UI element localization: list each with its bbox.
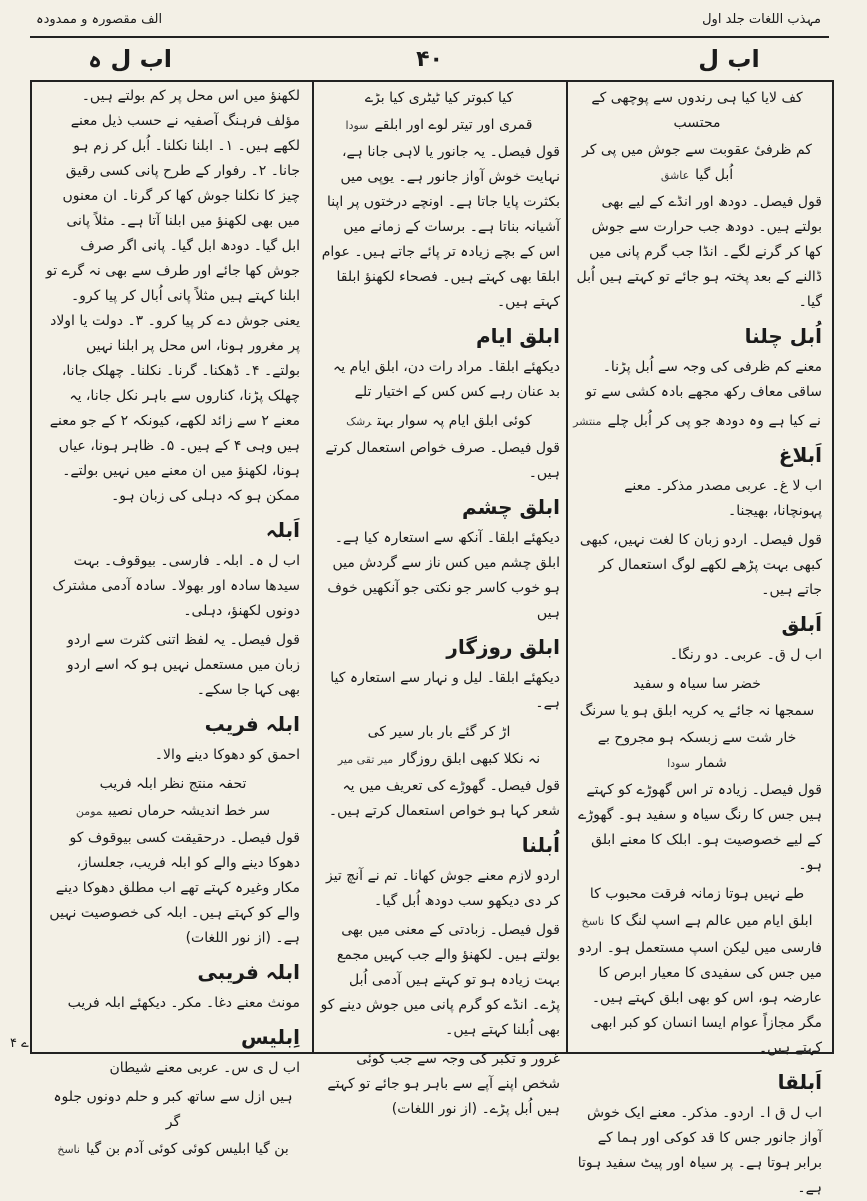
- verse-text: طے نہیں ہوتا زمانہ فرقت محبوب کا: [589, 886, 805, 902]
- poet-name: میر تقی میر: [337, 753, 394, 766]
- verse-text: ہیں ازل سے ساتھ کبر و حلم دونوں جلوہ گر: [53, 1089, 293, 1130]
- verse-text: تحفہ منتج نظر ابلہ فریب: [99, 776, 247, 792]
- poet-name: ناسخ: [57, 1143, 80, 1156]
- entry-headword: اُبلنا: [521, 833, 560, 857]
- verse-text: قمری اور تیتر لوے اور ابلقے: [374, 117, 533, 133]
- definition-paragraph: دیکھئے ابلقا۔ آنکھ سے استعارہ کیا ہے۔ ابلق چشم میں کس ناز سے گردش میں ہو خوب کاسر جو نکتی جو آنکھیں خوف ہیں: [327, 530, 560, 621]
- definition-paragraph: اردو لازم معنے جوش کھانا۔ تم نے آنچ تیز کر دی دیکھو سب دودھ اُبل گیا۔: [325, 868, 560, 909]
- verse-text: نے کیا ہے وہ دودھ جو پی کر اُبل چلے: [607, 413, 821, 429]
- verse-line: [572, 726, 822, 776]
- entry-headword: اَبلاغ: [778, 443, 822, 467]
- entry-headword: ابلہ فریب: [204, 712, 300, 736]
- verse-text: کف لایا کیا ہی رندوں سے پوچھی کے محتسب: [591, 90, 803, 131]
- entry-headword: اَبلق: [781, 612, 822, 636]
- entry-headword: اَبلقا: [777, 1070, 822, 1094]
- column-divider-left: [312, 80, 314, 1054]
- verse-line: [46, 1085, 300, 1135]
- definition-paragraph: قول فیصل۔ زیادہ تر اس گھوڑے کو کہتے ہیں جس کا رنگ سیاہ و سفید ہو۔ گھوڑے کے لیے خصوصیت ہو۔ ابلک کا معنے ابلق ہو۔: [578, 782, 822, 873]
- verse-text: سمجھا نہ جائے یہ کریہ ابلق ہو یا سرنگ: [579, 703, 815, 719]
- verse-line: [46, 799, 300, 824]
- column-left: [46, 84, 300, 1157]
- definition-paragraph: قول فیصل۔ یہ لفظ اتنی کثرت سے اردو زبان میں مستعمل نہیں ہو کہ اسے اردو بھی کہا جا سکے۔: [66, 632, 300, 698]
- page-number: ۴۰: [416, 46, 443, 72]
- entry-headword: اَبلہ: [265, 518, 300, 542]
- entry-headword: ابلق روزگار: [446, 635, 560, 659]
- verse-text: ابلق ایام میں عالم ہے اسپ لنگ کا: [610, 913, 813, 929]
- definition-paragraph: لکھنؤ میں اس محل پر کم بولتے ہیں۔ مؤلف فرہنگ آصفیہ نے حسب ذیل معنے لکھے ہیں۔ ۱۔ ابلنا نکلنا۔ اُبل کر زم ہو جانا۔ ۲۔ رفوار کے طرح پانی کسی رقیق چیز کا نکلنا جوش کھا کر گرنا۔ ان معنوں میں بھی لکھنؤ میں ابلنا آتا ہے۔ مثلاً پانی ابل گیا۔ دودھ ابل گیا۔ پانی اگر صرف جوش کھا جائے اور طرف سے بھی نہ گرے تو ابلنا کہتے ہیں مثلاً پانی اُبال کر پیا کرو۔ یعنی جوش دے کر پیا کرو۔ ۳۔ دولت یا اولاد پر مغرور ہونا، اس محل پر ابلنا نہیں بولتے۔ ۴۔ ڈھکنا۔ گرنا۔ نکلنا۔ چھلک جانا، چھلک پڑنا، کناروں سے باہر نکل جانا، یہ معنے ۲ سے زائد لکھے، کیونکہ ۲ کے جو معنے ہیں وہی ۴ کے ہیں۔ ۵۔ ظاہر ہونا، عیاں ہونا، لکھنؤ میں ان معنے میں نہیں بولتے۔ ممکن ہو کہ دہلی کی زبان ہو۔: [46, 88, 300, 504]
- entry-headword: ابلق ایام: [475, 324, 560, 348]
- poet-name: منتشر: [573, 415, 602, 428]
- definition-paragraph: فارسی میں لیکن اسپ مستعمل ہو۔ اردو میں جس کی سفیدی کا معیار ابرص کا عارضہ ہو، اس کو بھی ابلق کہتے ہیں۔ مگر مجازاً عوام ایسا انسان کو کبر ابھی کہتے ہیں۔: [578, 940, 822, 1056]
- verse-line: [318, 409, 560, 434]
- definition-paragraph: معنے کم ظرفی کی وجہ سے اُبل پڑنا۔ ساقی معاف رکھ مجھے بادہ کشی سے تو: [585, 359, 822, 400]
- verse-line: [318, 86, 560, 111]
- poet-name: سودا: [345, 119, 369, 132]
- bottom-mark: ۴ ے: [10, 1036, 29, 1051]
- verse-text: نہ نکلا کبھی ابلق روزگار: [399, 751, 541, 767]
- definition-paragraph: قول فیصل۔ زبادتی کے معنی میں بھی بولتے ہیں۔ لکھنؤ والے جب کہیں مجمع بہت زیادہ ہو تو کہتے ہیں آدمی اُبل پڑے۔ انڈے کو گرم پانی میں جوش دینے کو بھی اُبلنا کہتے ہیں۔: [320, 922, 560, 1038]
- verse-text: کم ظرفیٔ عقوبت سے جوش میں پی کر اُبل گیا: [582, 142, 812, 183]
- verse-text: کیا کبوتر کیا ٹیٹری کیا بڑے: [364, 90, 514, 106]
- definition-paragraph: قول فیصل۔ گھوڑے کی تعریف میں یہ شعر کہا ہو خواص استعمال کرتے ہیں۔: [328, 778, 560, 819]
- column-divider-right: [566, 80, 568, 1054]
- definition-paragraph: دیکھئے ابلقا۔ مراد رات دن، ابلق ایام یہ بد عنان رہے کس کس کے اختیار تلے: [333, 359, 560, 400]
- definition-paragraph: قول فیصل۔ صرف خواص استعمال کرتے ہیں۔: [325, 440, 560, 481]
- verse-text: اڑ کر گئے بار بار سیر کی: [367, 724, 511, 740]
- verse-line: [572, 672, 822, 697]
- verse-line: [318, 747, 560, 772]
- definition-paragraph: قول فیصل۔ دودھ اور انڈے کے لیے بھی بولتے ہیں۔ دودھ جب حرارت سے جوش کھا کر گرنے لگے۔ انڈا جب گرم پانی میں ڈالنے کے بعد پختہ ہو جائے تو کہتے ہیں اُبل گیا۔: [576, 194, 822, 310]
- entry-headword: اُبل چلنا: [744, 324, 822, 348]
- verse-line: [572, 699, 822, 724]
- poet-name: رشک: [346, 415, 372, 428]
- definition-paragraph: قول فیصل۔ درحقیقت کسی بیوقوف کو دھوکا دینے والے کو ابلہ فریب، جعلساز، مکار وغیرہ کہتے تھے اب مطلق دھوکا دینے والے کو کہتے ہیں۔ ابلہ کی خصوصیت نہیں ہے۔ (از نور اللغات): [49, 830, 300, 946]
- definition-paragraph: اب ل ہ۔ ابلہ۔ فارسی۔ بیوقوف۔ بہت سیدھا سادہ اور بھولا۔ سادہ آدمی مشترک دونوں لکھنؤ، دہلی۔: [52, 553, 300, 619]
- verse-text: سر خط اندیشہ حرماں نصیب: [108, 803, 271, 819]
- poet-name: سودا: [667, 757, 690, 770]
- verse-line: [572, 86, 822, 136]
- entry-headword: اِبلیس: [241, 1025, 300, 1049]
- verse-text: خضر سا سیاہ و سفید: [633, 676, 761, 692]
- definition-paragraph: احمق کو دھوکا دینے والا۔: [154, 747, 300, 763]
- definition-paragraph: اب ل ق۔ عربی۔ دو رنگا۔: [669, 647, 822, 663]
- verse-line: [318, 113, 560, 138]
- verse-text: کوئی ابلق ایام پہ سوار بہت: [377, 413, 532, 429]
- title-right-letters: اب ل: [698, 45, 760, 73]
- definition-paragraph: اب لا غ۔ عربی مصدر مذکر۔ معنے پہونچانا، بھیجنا۔: [624, 478, 822, 519]
- verse-text: خار شت سے زبسکہ ہو مجروح بے شمار: [597, 730, 797, 771]
- title-left-letters: اب ل ہ: [88, 45, 172, 73]
- running-head-right: مہذب اللغات جلد اول: [702, 11, 821, 27]
- verse-line: [46, 1137, 300, 1162]
- definition-paragraph: اب ل ی س۔ عربی معنے شیطان: [109, 1060, 300, 1076]
- verse-line: [46, 772, 300, 797]
- column-middle: [318, 84, 560, 1117]
- entry-headword: ابلق چشم: [462, 495, 560, 519]
- running-head: [36, 6, 821, 32]
- definition-paragraph: قول فیصل۔ اردو زبان کا لغت نہیں، کبھی کبھی بہت پڑھے لکھے لوگ استعمال کر جاتے ہیں۔: [579, 532, 822, 598]
- entry-headword: ابلہ فریبی: [197, 960, 300, 984]
- poet-name: ناسخ: [581, 915, 605, 928]
- column-right: [572, 84, 822, 1196]
- header-rule: [30, 36, 829, 38]
- poet-name: عاشق: [660, 169, 690, 182]
- definition-paragraph: اب ل ق ا۔ اردو۔ مذکر۔ معنے ایک خوش آواز جانور جس کا قد کوکی اور ہما کے برابر ہوتا ہے۔ پر سیاہ اور پیٹ سفید ہوتا ہے۔: [577, 1105, 822, 1196]
- title-row: [30, 44, 829, 74]
- definition-paragraph: دیکھئے ابلقا۔ لیل و نہار سے استعارہ کیا ہے۔: [330, 670, 560, 711]
- verse-line: [318, 720, 560, 745]
- verse-line: [572, 409, 822, 434]
- verse-line: [572, 882, 822, 907]
- verse-line: [572, 138, 822, 188]
- definition-paragraph: غرور و تکبر کی وجہ سے جب کوئی شخص اپنے آپے سے باہر ہو جائے تو کہتے ہیں اُبل پڑے۔ (از نور اللغات): [327, 1051, 560, 1117]
- running-head-left: الف مقصورہ و ممدودہ: [36, 11, 163, 27]
- poet-name: مومن: [75, 805, 103, 818]
- verse-line: [572, 909, 822, 934]
- definition-paragraph: مونث معنے دغا۔ مکر۔ دیکھئے ابلہ فریب: [67, 995, 300, 1011]
- definition-paragraph: قول فیصل۔ یہ جانور یا لاہی جانا ہے، نہایت خوش آواز جانور ہے۔ یوپی میں بکثرت پایا جاتا ہے۔ اونچے درختوں پر اپنا آشیانہ بناتا ہے۔ برسات کے زمانے میں اس کے بچے زیادہ تر پائے جاتے ہیں۔ عوام ابلقا بھی کہتے ہیں۔ فصحاء لکھنؤ ابلقا کہتے ہیں۔: [321, 144, 560, 310]
- verse-text: بن گیا ابلیس کوئی کوئی آدم بن گیا: [85, 1141, 289, 1157]
